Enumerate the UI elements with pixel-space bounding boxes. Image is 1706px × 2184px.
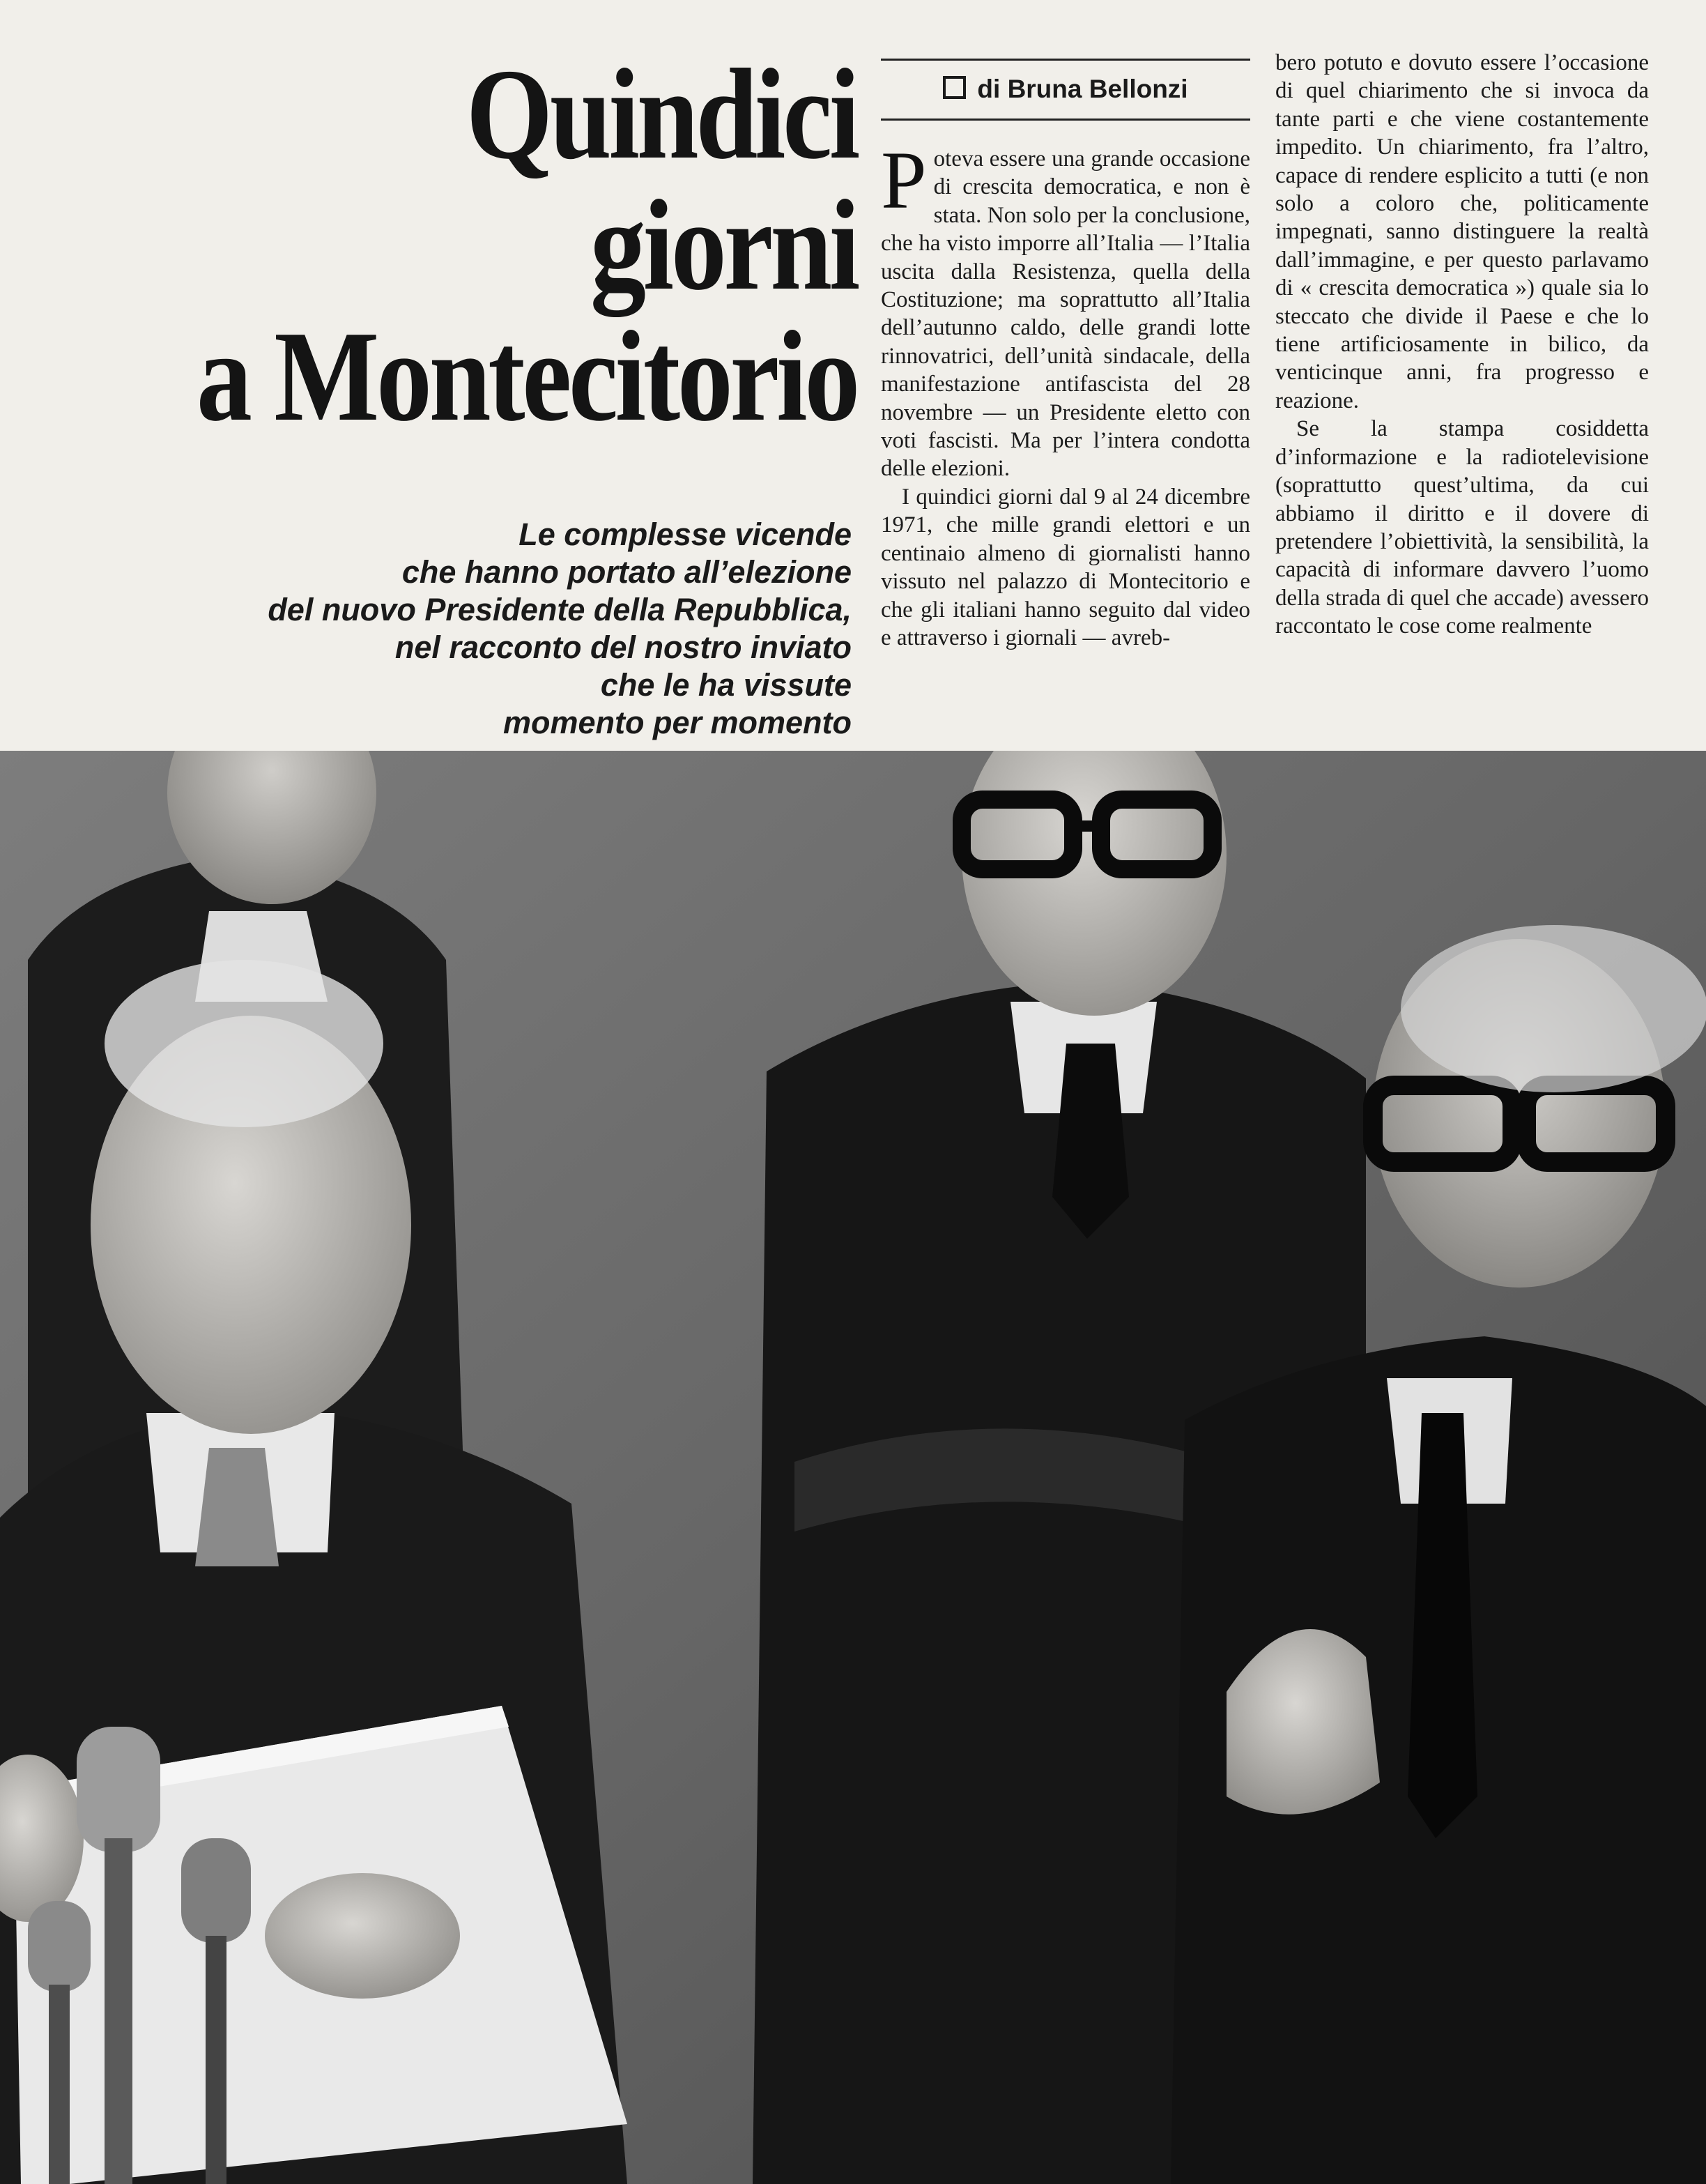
square-box-icon bbox=[943, 76, 966, 99]
subheadline-line: nel racconto del nostro inviato bbox=[394, 629, 852, 665]
subheadline-line: del nuovo Presidente della Repubblica, bbox=[268, 592, 852, 627]
subheadline-line: che hanno portato all’elezione bbox=[401, 554, 852, 590]
body-paragraph-3: bero potuto e dovuto essere l’occasione di quel chiarimento che si invoca da tante parti e che viene costantemente impedito. Un chiarimento, fra l’altro, capace di rendere esplicito a tutti (e non solo a coloro che, politicamente impegnati, sanno distinguere la realtà dall’immagine, e per questo parlavamo di « crescita democratica ») quale sia lo steccato che divide il Paese e che lo tiene artificiosamente in bilico, da venticinque anni, fra progresso e reazione. bbox=[1275, 50, 1649, 413]
photo-hand bbox=[265, 1873, 460, 1999]
body-column-1 bbox=[881, 145, 1250, 746]
body-paragraph-2: I quindici giorni dal 9 al 24 dicembre 1971, che mille grandi elettori e un centinaio almeno di giornalisti hanno vissuto nel palazzo di Montecitorio e che gli italiani hanno seguito dal video e attraverso i giornali — avreb- bbox=[881, 484, 1250, 650]
headline-line-1: Quindici bbox=[466, 43, 857, 186]
headline-line-2: giorni bbox=[590, 174, 857, 317]
body-column-2 bbox=[1275, 49, 1649, 746]
body-paragraph-1 bbox=[881, 145, 1250, 483]
subheadline bbox=[42, 516, 852, 742]
subheadline-line: che le ha vissute bbox=[600, 667, 852, 703]
byline bbox=[881, 68, 1250, 110]
body-paragraph-4: Se la stampa cosiddetta d’informazione e la radiotelevisione (soprattutto quest’ultima, da cui abbiamo il diritto e il dovere di pretendere l’obiettività, la sensibilità, la capacità di informare davvero l’uomo della strada di quel che accade) avessero raccontato le cose come realmente bbox=[1275, 416, 1649, 639]
headline-line-3: a Montecitorio bbox=[196, 305, 857, 448]
photo-illustration bbox=[0, 751, 1706, 2184]
drop-cap: P bbox=[881, 145, 927, 226]
subheadline-line: momento per momento bbox=[502, 705, 852, 740]
body-paragraph-1-text: oteva essere una grande occasione di crescita democratica, e non è stata. Non solo per la conclusione, che ha visto imporre all’Italia — l’Italia uscita dalla Resistenza, quella della Costituzione; ma soprattutto all’Italia dell’autunno caldo, delle grandi lotte rinnovatrici, dell’unità sindacale, della manifestazione antifascista del 28 novembre — un Presidente eletto con voti fascisti. Ma per l’intera condotta delle elezioni. bbox=[881, 146, 1250, 482]
byline-bottom-rule bbox=[881, 119, 1250, 121]
article-photo bbox=[0, 751, 1706, 2184]
byline-top-rule bbox=[881, 59, 1250, 61]
byline-text: di Bruna Bellonzi bbox=[977, 75, 1188, 103]
headline bbox=[156, 43, 857, 448]
subheadline-line: Le complesse vicende bbox=[518, 517, 852, 552]
